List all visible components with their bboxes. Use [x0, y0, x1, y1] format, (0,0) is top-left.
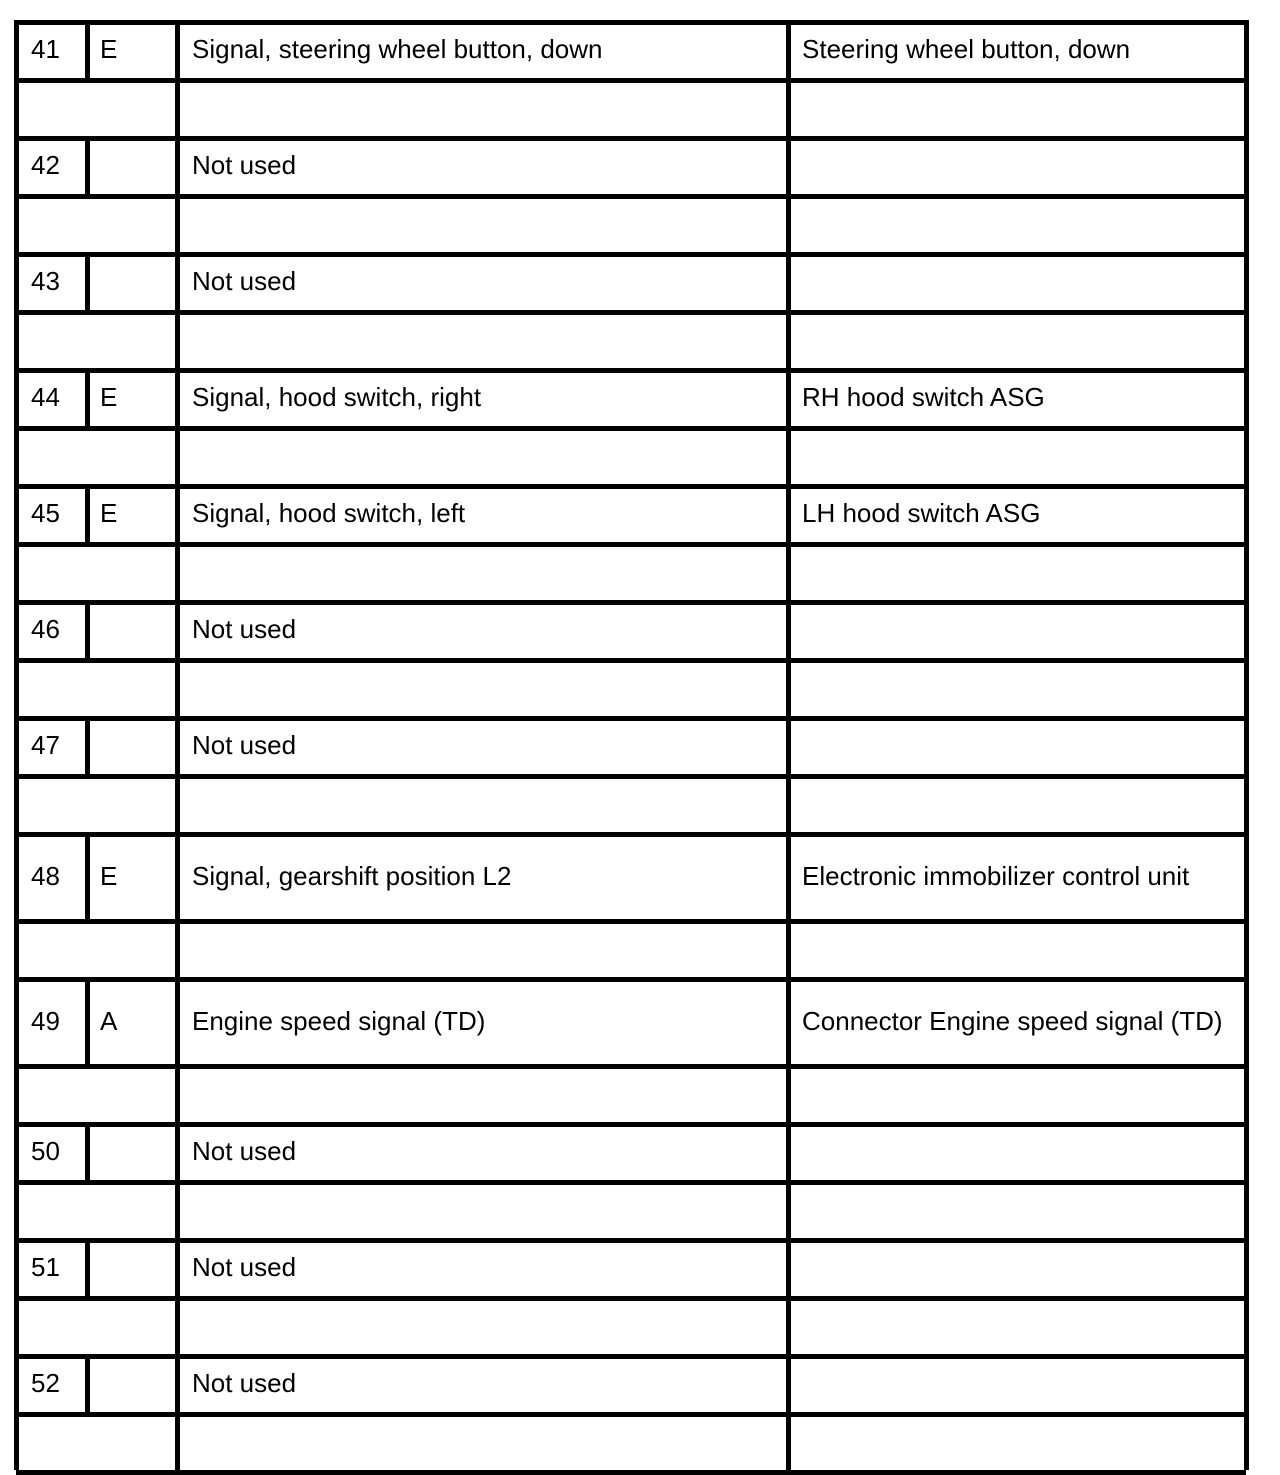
description-cell: Not used: [192, 730, 297, 760]
description-cell: Not used: [192, 614, 297, 644]
column-rule: [1244, 310, 1249, 368]
column-rule: [1244, 368, 1249, 426]
signal-type-cell: E: [100, 860, 118, 891]
column-rule: [786, 20, 791, 78]
column-rule: [786, 919, 791, 977]
pin-number-cell: 51: [31, 1252, 60, 1282]
pin-number-cell: 49: [31, 1005, 60, 1036]
column-rule: [14, 1180, 19, 1238]
column-rule: [786, 1122, 791, 1180]
column-rule: [85, 1238, 90, 1296]
column-rule: [175, 774, 180, 832]
column-rule: [85, 368, 90, 426]
column-rule: [14, 774, 19, 832]
column-rule: [14, 716, 19, 774]
row-rule: [16, 252, 1246, 257]
column-rule: [175, 658, 180, 716]
column-rule: [175, 136, 180, 194]
column-rule: [786, 977, 791, 1064]
column-rule: [1244, 1412, 1249, 1470]
row-rule: [16, 716, 1246, 721]
row-rule: [16, 1180, 1246, 1185]
column-rule: [175, 194, 180, 252]
row-rule: [16, 310, 1246, 315]
column-rule: [1244, 78, 1249, 136]
column-rule: [786, 600, 791, 658]
column-rule: [175, 252, 180, 310]
column-rule: [1244, 919, 1249, 977]
row-rule: [16, 977, 1246, 982]
column-rule: [14, 1296, 19, 1354]
row-rule: [16, 658, 1246, 663]
column-rule: [1244, 426, 1249, 484]
column-rule: [14, 1412, 19, 1470]
column-rule: [85, 136, 90, 194]
pin-number-cell: 48: [31, 860, 60, 891]
column-rule: [14, 600, 19, 658]
column-rule: [1244, 977, 1249, 1064]
description-cell: Signal, steering wheel button, down: [192, 34, 603, 64]
column-rule: [14, 252, 19, 310]
column-rule: [175, 919, 180, 977]
description-cell: Not used: [192, 1368, 297, 1398]
signal-type-cell: E: [100, 34, 118, 64]
pin-number-cell: 44: [31, 382, 60, 412]
column-rule: [786, 1354, 791, 1412]
column-rule: [85, 600, 90, 658]
column-rule: [786, 368, 791, 426]
column-rule: [175, 484, 180, 542]
column-rule: [85, 484, 90, 542]
column-rule: [85, 252, 90, 310]
column-rule: [786, 1238, 791, 1296]
column-rule: [786, 426, 791, 484]
signal-type-cell: E: [100, 382, 118, 412]
column-rule: [14, 1238, 19, 1296]
column-rule: [1244, 1296, 1249, 1354]
column-rule: [786, 136, 791, 194]
row-rule: [16, 600, 1246, 605]
column-rule: [14, 310, 19, 368]
column-rule: [175, 20, 180, 78]
column-rule: [786, 716, 791, 774]
column-rule: [786, 658, 791, 716]
pin-number-cell: 43: [31, 266, 60, 296]
pin-number-cell: 52: [31, 1368, 60, 1398]
pin-number-cell: 41: [31, 34, 60, 64]
column-rule: [85, 20, 90, 78]
column-rule: [175, 426, 180, 484]
column-rule: [1244, 1180, 1249, 1238]
column-rule: [786, 310, 791, 368]
column-rule: [1244, 1354, 1249, 1412]
column-rule: [175, 1296, 180, 1354]
column-rule: [786, 194, 791, 252]
column-rule: [14, 1354, 19, 1412]
column-rule: [786, 1180, 791, 1238]
component-cell: Steering wheel button, down: [802, 34, 1131, 64]
column-rule: [1244, 1238, 1249, 1296]
column-rule: [1244, 1064, 1249, 1122]
column-rule: [175, 78, 180, 136]
description-cell: Signal, hood switch, right: [192, 382, 482, 412]
column-rule: [786, 1412, 791, 1470]
column-rule: [14, 20, 19, 78]
row-rule: [16, 194, 1246, 199]
row-rule: [16, 368, 1246, 373]
column-rule: [175, 1238, 180, 1296]
column-rule: [786, 774, 791, 832]
row-rule: [16, 426, 1246, 431]
row-rule: [16, 484, 1246, 489]
column-rule: [1244, 136, 1249, 194]
column-rule: [1244, 716, 1249, 774]
column-rule: [786, 484, 791, 542]
column-rule: [1244, 542, 1249, 600]
column-rule: [85, 1122, 90, 1180]
row-rule: [16, 136, 1246, 141]
column-rule: [1244, 484, 1249, 542]
row-rule: [16, 78, 1246, 83]
column-rule: [786, 1064, 791, 1122]
column-rule: [1244, 600, 1249, 658]
column-rule: [1244, 832, 1249, 919]
component-cell: RH hood switch ASG: [802, 382, 1045, 412]
row-rule: [16, 832, 1246, 837]
component-cell: Connector Engine speed signal (TD): [802, 1005, 1223, 1036]
column-rule: [175, 832, 180, 919]
row-rule: [16, 1238, 1246, 1243]
column-rule: [175, 977, 180, 1064]
column-rule: [786, 832, 791, 919]
column-rule: [175, 600, 180, 658]
column-rule: [175, 1064, 180, 1122]
column-rule: [1244, 20, 1249, 78]
column-rule: [14, 368, 19, 426]
column-rule: [1244, 252, 1249, 310]
column-rule: [786, 1296, 791, 1354]
column-rule: [175, 716, 180, 774]
signal-type-cell: E: [100, 498, 118, 528]
pin-number-cell: 47: [31, 730, 60, 760]
component-cell: Electronic immobilizer control unit: [802, 860, 1190, 891]
column-rule: [14, 542, 19, 600]
description-cell: Not used: [192, 266, 297, 296]
column-rule: [14, 919, 19, 977]
row-rule: [16, 1412, 1246, 1417]
column-rule: [14, 78, 19, 136]
column-rule: [1244, 774, 1249, 832]
pin-number-cell: 46: [31, 614, 60, 644]
row-rule: [16, 1064, 1246, 1069]
column-rule: [1244, 194, 1249, 252]
description-cell: Signal, hood switch, left: [192, 498, 466, 528]
column-rule: [14, 832, 19, 919]
description-cell: Not used: [192, 1136, 297, 1166]
row-rule: [16, 1470, 1246, 1475]
description-cell: Not used: [192, 150, 297, 180]
column-rule: [175, 1354, 180, 1412]
column-rule: [175, 542, 180, 600]
column-rule: [14, 136, 19, 194]
column-rule: [175, 368, 180, 426]
column-rule: [175, 1122, 180, 1180]
row-rule: [16, 1296, 1246, 1301]
pin-number-cell: 42: [31, 150, 60, 180]
signal-type-cell: A: [100, 1005, 118, 1036]
column-rule: [786, 78, 791, 136]
column-rule: [14, 426, 19, 484]
row-rule: [16, 542, 1246, 547]
column-rule: [1244, 1122, 1249, 1180]
column-rule: [14, 977, 19, 1064]
component-cell: LH hood switch ASG: [802, 498, 1041, 528]
column-rule: [85, 716, 90, 774]
row-rule: [16, 1354, 1246, 1359]
pin-number-cell: 50: [31, 1136, 60, 1166]
pin-number-cell: 45: [31, 498, 60, 528]
column-rule: [175, 1412, 180, 1470]
column-rule: [14, 1064, 19, 1122]
row-rule: [16, 1122, 1246, 1127]
column-rule: [786, 252, 791, 310]
row-rule: [16, 774, 1246, 779]
column-rule: [14, 1122, 19, 1180]
description-cell: Engine speed signal (TD): [192, 1005, 486, 1036]
column-rule: [14, 658, 19, 716]
row-rule: [16, 919, 1246, 924]
table-border-top: [16, 20, 1246, 25]
description-cell: Not used: [192, 1252, 297, 1282]
column-rule: [85, 1354, 90, 1412]
column-rule: [14, 194, 19, 252]
column-rule: [85, 832, 90, 919]
column-rule: [1244, 658, 1249, 716]
column-rule: [786, 542, 791, 600]
column-rule: [85, 977, 90, 1064]
column-rule: [175, 310, 180, 368]
column-rule: [175, 1180, 180, 1238]
description-cell: Signal, gearshift position L2: [192, 860, 512, 891]
column-rule: [14, 484, 19, 542]
